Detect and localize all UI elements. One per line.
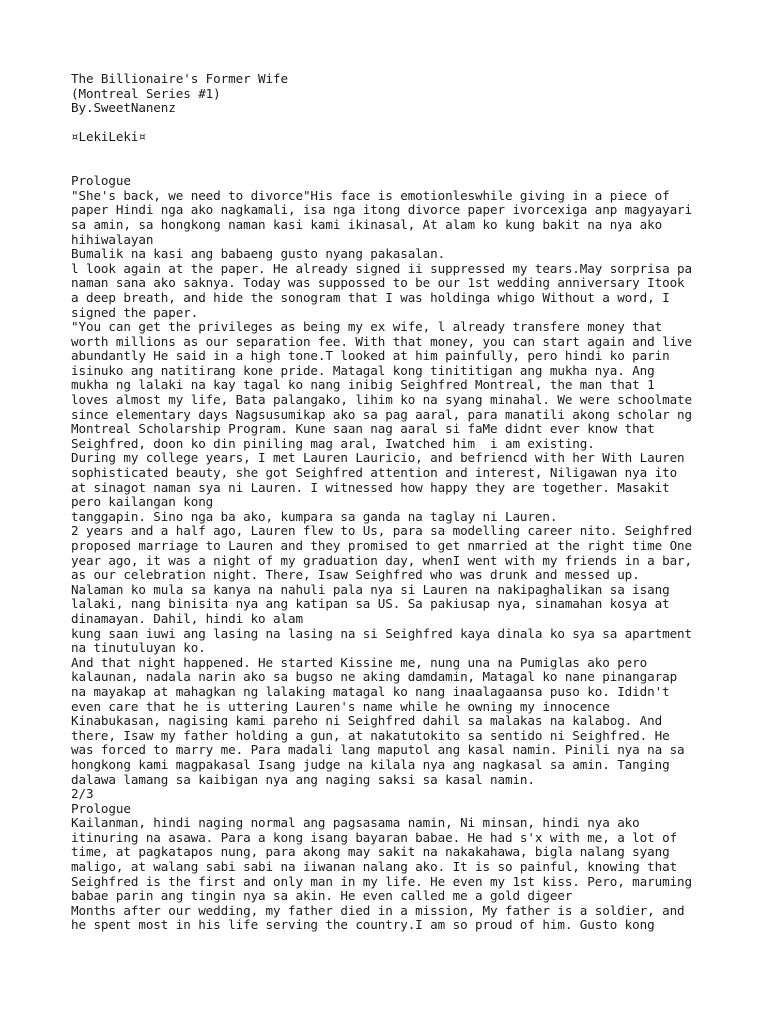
text-line: time, at pagkatapos nung, para akong may sakit na nakakahawa, bigla nalang syang [71,844,670,860]
text-line: worth millions as our separation fee. With that money, you can start again and live [71,333,693,349]
text-line: kung saan iuwi ang lasing na lasing na si Seighfred kaya dinala ko sya sa apartment [71,625,693,641]
text-line: year ago, it was a night of my graduation day, whenI went with my friends in a bar, [71,552,693,568]
book-title: The Billionaire's Former Wife [71,71,288,86]
text-line: isinuko ang natitirang kone pride. Matagal kong tinititigan ang mukha nya. Ang [71,362,655,378]
text-line: at sinagot naman sya ni Lauren. I witnessed how happy they are together. Masakit [71,479,670,495]
text-line: as our celebration night. There, Isaw Seighfred who was drunk and messed up. [71,567,640,583]
text-line: itinuring na asawa. Para a kong isang bayaran babae. He had s'x with me, a lot of [71,829,678,845]
author-line: By.SweetNanenz [71,100,176,116]
text-line: "You can get the privileges as being my ex wife, l already transfere money that [71,319,663,335]
text-line: Months after our wedding, my father died in a mission, My father is a soldier, and [71,902,685,918]
text-line: During my college years, I met Lauren Lauricio, and befriencd with her With Lauren [71,450,685,466]
text-line: l look again at the paper. He already signed ii suppressed my tears.May sorprisa pa [71,260,693,276]
text-line: Kinabukasan, nagising kami pareho ni Seighfred dahil sa malakas na kalabog. And [71,713,663,729]
text-line: paper Hindi nga ako nagkamali, isa nga itong divorce paper ivorcexiga anp magyayari [71,202,693,218]
body-text [71,174,751,933]
text-line: even care that he is uttering Lauren's name while he owning my innocence [71,698,610,714]
text-line: Nalaman ko mula sa kanya na nahuli pala nya si Lauren na nakipaghalikan sa isang [71,581,670,597]
text-line: maligo, at walang sabi sabi na iiwanan nalang ako. It is so painful, knowing that [71,859,678,875]
text-line: 2 years and a half ago, Lauren flew to Us, para sa modelling career nito. Seighfred [71,523,693,539]
text-line: a deep breath, and hide the sonogram that I was holdinga whigo Without a word, I [71,289,670,305]
text-line: signed the paper. [71,304,199,320]
document-page [71,72,751,933]
text-line: And that night happened. He started Kissine me, nung una na Pumiglas ako pero [71,654,648,670]
spacer [71,116,751,131]
text-line: sa amin, sa hongkong naman kasi kami ikinasal, At alam ko kung bakit na nya ako [71,216,663,232]
uploader-signature: ¤LekiLeki¤ [71,129,146,145]
text-line: na tinutuluyan ko. [71,640,206,656]
text-line: was forced to marry me. Para madali lang maputol ang kasal namin. Pinili nya na sa [71,742,685,758]
spacer [71,145,751,174]
text-line: hongkong kami magpakasal Isang judge na kilala nya ang nagkasal sa amin. Tanging [71,756,670,772]
text-line: he spent most in his life serving the country.I am so proud of him. Gusto kong [71,917,655,933]
text-line: Seighfred, doon ko din piniling mag aral, Iwatched him i am existing. [71,435,595,451]
text-line: there, Isaw my father holding a gun, at nakatutokito sa sentido ni Seighfred. He [71,727,670,743]
text-line: hihiwalayan [71,231,154,247]
text-line: 2/3 [71,786,94,802]
text-line: sophisticated beauty, she got Seighfred attention and interest, Niligawan nya ito [71,465,678,481]
text-line: tanggapin. Sino nga ba ako, kumpara sa ganda na taglay ni Lauren. [71,508,558,524]
text-line: lalaki, nang binisita nya ang katipan sa US. Sa pakiusap nya, sinamahan kosya at [71,596,670,612]
text-line: since elementary days Nagsusumikap ako sa pag aaral, para manatili akong scholar ng [71,406,693,422]
text-line: dalawa lamang sa kaibigan nya ang naging saksi sa kasal namin. [71,771,535,787]
text-line: abundantly He said in a high tone.T looked at him painfully, pero hindi ko parin [71,348,670,364]
text-line: loves almost my life, Bata palangako, lihim ko na syang minahal. We were schoolmate [71,392,693,408]
text-line: Prologue [71,800,131,816]
text-line: na mayakap at mahagkan ng lalaking matagal ko nang inaalagaansa puso ko. Ididn't [71,683,670,699]
text-line: dinamayan. Dahil, hindi ko alam [71,610,303,626]
text-line: naman sana ako saknya. Today was suppossed to be our 1st wedding anniversary Itook [71,275,685,291]
text-line: kalaunan, nadala narin ako sa bugso ne aking damdamin, Matagal ko nane pinangarap [71,669,678,685]
text-line: Bumalik na kasi ang babaeng gusto nyang pakasalan. [71,246,446,262]
text-line: pero kailangan kong [71,494,214,510]
text-line: mukha ng lalaki na kay tagal ko nang inibig Seighfred Montreal, the man that 1 [71,377,655,393]
text-line: "She's back, we need to divorce"His face is emotionleswhile giving in a piece of [71,187,670,203]
text-line: Seighfred is the first and only man in my life. He even my 1st kiss. Pero, maruming [71,873,693,889]
text-line: Montreal Scholarship Program. Kune saan nag aaral si faMe didnt ever know that [71,421,655,437]
text-line: babae parin ang tingin nya sa akin. He even called me a gold digeer [71,888,573,904]
series-label: (Montreal Series #1) [71,85,221,101]
text-line: Kailanman, hindi naging normal ang pagsasama namin, Ni minsan, hindi nya ako [71,815,640,831]
text-line: proposed marriage to Lauren and they promised to get nmarried at the right time One [71,538,693,553]
text-line: Prologue [71,173,131,189]
